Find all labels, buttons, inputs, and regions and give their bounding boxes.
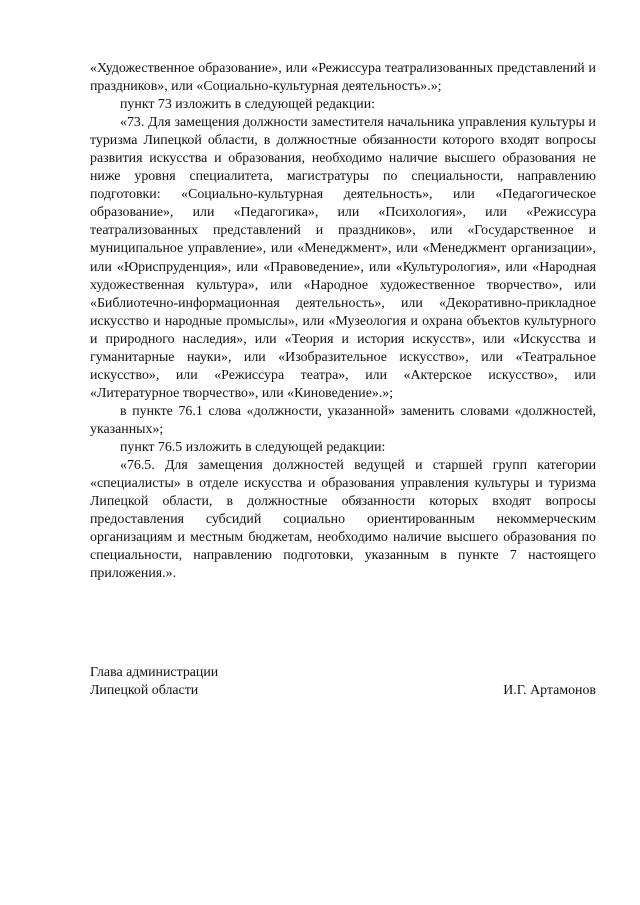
signature-row bbox=[90, 682, 596, 700]
signatory-position-line1: Глава администрации bbox=[90, 665, 219, 680]
signatory-name: И.Г. Артамонов bbox=[503, 683, 596, 699]
document-body bbox=[90, 60, 596, 583]
paragraph-point-76-1: в пункте 76.1 слова «должности, указанной» заменить словами «должностей, указанных»; bbox=[90, 403, 596, 437]
signatory-position-line2: Липецкой области bbox=[90, 683, 199, 699]
paragraph-continuation: «Художественное образование», или «Режиссура театрализованных представлений и праздников», или «Социально-культурная деятельность».»; bbox=[90, 61, 596, 95]
paragraph-point-73-intro: пункт 73 изложить в следующей редакции: bbox=[120, 97, 375, 113]
paragraph-point-76-5-intro: пункт 76.5 изложить в следующей редакции: bbox=[120, 439, 386, 455]
paragraph-point-73-text: «73. Для замещения должности заместителя начальника управления культуры и туризма Липецкой области, в должностные обязанности которого входят вопросы развития искусства и образования, необходимо наличие высшего образования не ниже уровня специалитета, магистратуры по специальности, направлению подготовки: «Социально-культурная деятельность», или «Педагогическое образование», или «Педагогика», или «Психология», или «Режиссура театрализованных представлений и праздников», или «Государственное и муниципальное управление», или «Менеджмент», или «Менеджмент организации», или «Юриспруденция», или «Правоведение», или «Культурология», или «Народная художественная культура», или «Народное художественное творчество», или «Библиотечно-информационная деятельность», или «Декоративно-прикладное искусство и народные промыслы», или «Музеология и охрана объектов культурного и природного наследия», или «Теория и история искусств», или «Искусства и гуманитарные науки», или «Изобразительное искусство», или «Театральное искусство», или «Режиссура театра», или «Актерское искусство», или «Литературное творчество», или «Киноведение».»; bbox=[90, 115, 596, 401]
paragraph-point-76-5-text: «76.5. Для замещения должностей ведущей и старшей групп категории «специалисты» в отделе искусства и образования управления культуры и туризма Липецкой области, в должностные обязанности которых входят вопросы предоставления субсидий социально ориентированным некоммерческим организациям и местным бюджетам, необходимо наличие высшего образования по специальности, направлению подготовки, указанным в пункте 7 настоящего приложения.». bbox=[90, 458, 596, 582]
signature-block bbox=[90, 664, 596, 700]
